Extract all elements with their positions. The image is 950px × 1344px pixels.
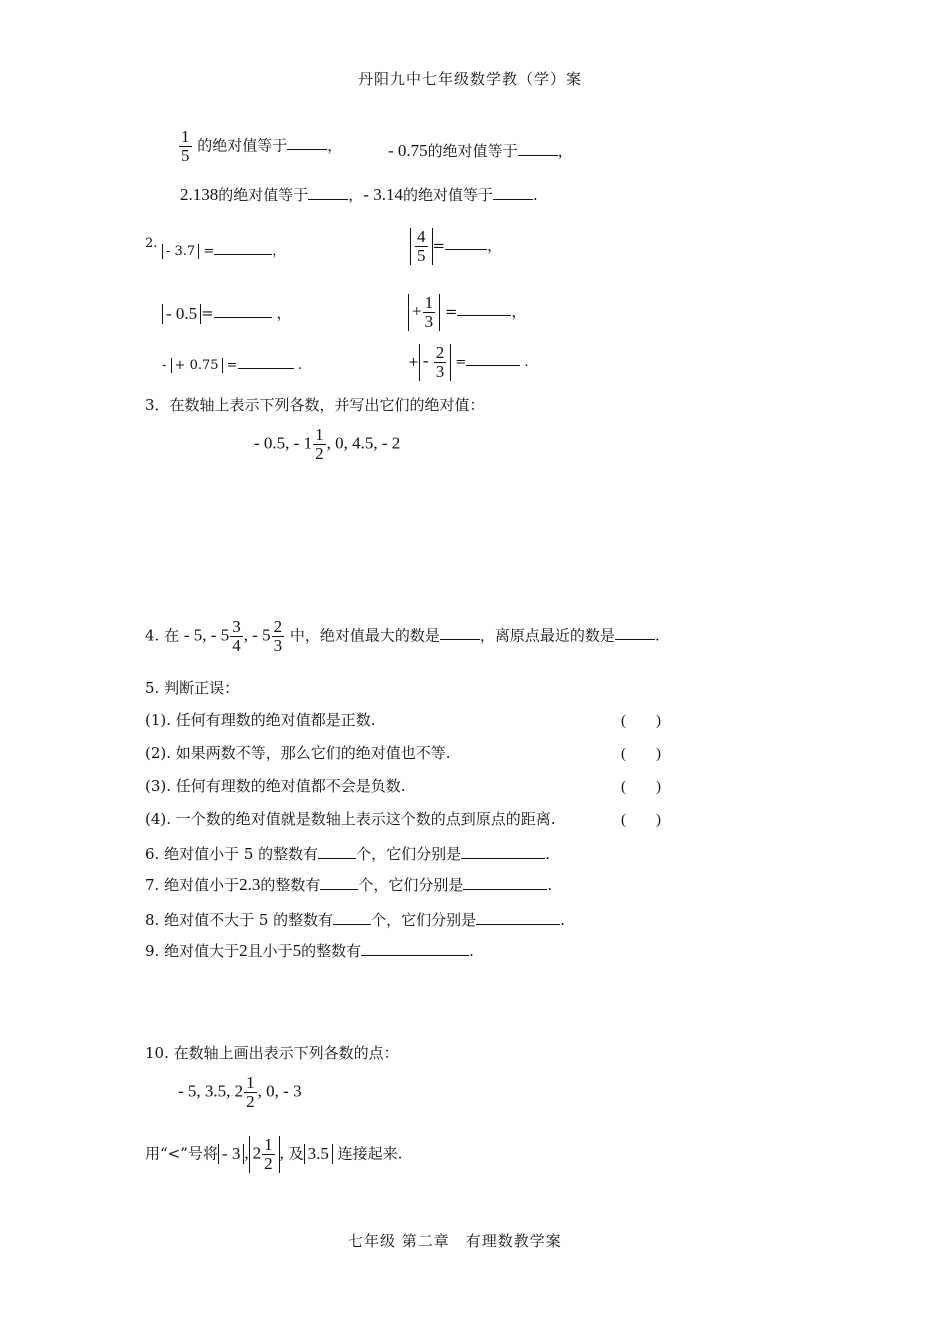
q2-label: 2.	[145, 236, 158, 251]
q5-paren-4[interactable]: ( )	[621, 812, 661, 828]
q4-line: 4. 在 - 5, - 5 $\frac{3}{4}$ , - 5 $\frac{2}{3}$ 中，绝对值最大的数是 ，离原点最近的数是 .	[145, 617, 660, 655]
q1-a-text: 的绝对值等于	[197, 136, 288, 155]
page-footer: 七年级 第二章 有理数教学案	[348, 1232, 562, 1250]
answer-blank[interactable]	[318, 844, 356, 859]
q6-line: 6. 绝对值小于 5 的整数有 个，它们分别是 .	[145, 845, 550, 863]
q8-line: 8. 绝对值不大于 5 的整数有 个，它们分别是 .	[145, 911, 565, 929]
answer-blank[interactable]	[440, 625, 480, 640]
q7-line: 7. 绝对值小于2.3的整数有 个，它们分别是 .	[145, 875, 553, 894]
answer-blank[interactable]	[308, 185, 348, 200]
q1-line1: $\frac{1}{5}$ 的绝对值等于 ，	[181, 127, 343, 165]
q5-title: 5. 判断正误：	[145, 679, 240, 697]
answer-blank[interactable]	[320, 875, 358, 890]
answer-blank[interactable]	[518, 141, 558, 156]
answer-blank[interactable]	[214, 303, 272, 318]
q3-numbers: - 0.5, - 1 $\frac{1}{2}$ , 0, 4.5, - 2	[254, 425, 401, 463]
answer-blank[interactable]	[463, 875, 547, 890]
answer-blank[interactable]	[287, 135, 327, 150]
q2-expr-6: + - $\frac{2}{3}$ = .	[408, 343, 529, 381]
answer-blank[interactable]	[476, 910, 560, 925]
q2-expr-5: - + 0.75 = .	[162, 354, 302, 373]
q3-title: 3．在数轴上表示下列各数，并写出它们的绝对值：	[145, 396, 485, 414]
q5-item-2: (2). 如果两数不等，那么它们的绝对值也不等.	[145, 744, 451, 762]
q5-item-1: (1). 任何有理数的绝对值都是正数.	[145, 711, 376, 729]
answer-blank[interactable]	[238, 354, 294, 369]
q2-expr-1: - 3.7 = ，	[162, 240, 285, 259]
answer-blank[interactable]	[445, 235, 487, 250]
q2-expr-4: + $\frac{1}{3}$ = ，	[408, 294, 526, 331]
q5-item-3: (3). 任何有理数的绝对值都不会是负数.	[145, 777, 406, 795]
answer-blank[interactable]	[461, 844, 545, 859]
fraction-one-fifth: $\frac{1}{5}$	[181, 127, 190, 165]
answer-blank[interactable]	[457, 301, 511, 316]
q10-link-line: 用“<”号将 - 3 , 2 $\frac{1}{2}$ , 及 3.5 连接起来.	[145, 1135, 403, 1173]
answer-blank[interactable]	[493, 185, 533, 200]
q1-b: - 0.75的绝对值等于 ，	[388, 141, 573, 160]
q2-expr-2: $\frac{4}{5}$ = ，	[410, 228, 502, 265]
q5-paren-1[interactable]: ( )	[621, 713, 661, 729]
answer-blank[interactable]	[466, 351, 520, 366]
q5-paren-3[interactable]: ( )	[621, 779, 661, 795]
q9-line: 9. 绝对值大于2且小于5的整数有 .	[145, 941, 474, 960]
q1-line2: 2.138的绝对值等于 ，- 3.14的绝对值等于 .	[180, 185, 538, 204]
q2-expr-3: - 0.5 = ，	[162, 302, 292, 324]
answer-blank[interactable]	[214, 240, 272, 255]
answer-blank[interactable]	[361, 941, 469, 956]
q10-numbers: - 5, 3.5, 2 $\frac{1}{2}$ , 0, - 3	[178, 1073, 302, 1111]
page-header: 丹阳九中七年级数学教（学）案	[358, 70, 583, 88]
q10-title: 10. 在数轴上画出表示下列各数的点：	[145, 1044, 399, 1062]
answer-blank[interactable]	[333, 910, 371, 925]
answer-blank[interactable]	[615, 625, 655, 640]
q5-paren-2[interactable]: ( )	[621, 746, 661, 762]
q5-item-4: (4). 一个数的绝对值就是数轴上表示这个数的点到原点的距离.	[145, 810, 556, 828]
